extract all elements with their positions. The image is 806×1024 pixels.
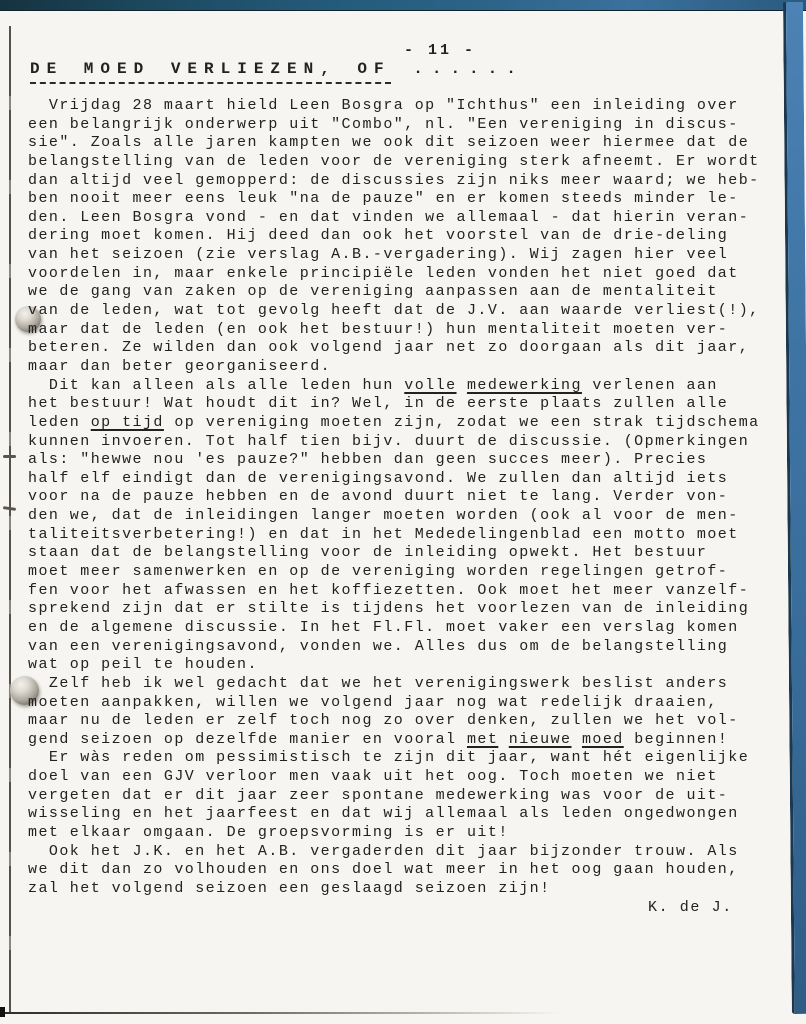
text-line: leden op tijd op vereniging moeten zijn, zodat we een strak tijdschema xyxy=(28,413,760,431)
text-line: we de gang van zaken op de vereniging aanpassen aan de mentaliteit xyxy=(28,283,718,301)
text-line: dan altijd veel gemopperd: de discussies zijn niks meer waard; we heb- xyxy=(28,171,760,189)
text-line: als: "hewwe nou 'es pauze?" hebben dan geen succes meer). Precies xyxy=(28,451,708,469)
text-line: Er wàs reden om pessimistisch te zijn dit jaar, want hét eigenlijke xyxy=(28,749,750,767)
signature: K. de J. xyxy=(648,899,733,916)
text-line: ben nooit meer eens leuk "na de pauze" en er komen steeds minder le- xyxy=(28,190,739,208)
text-line: voordelen in, maar enkele principiële leden vonden het niet goed dat xyxy=(28,264,739,282)
text-line: Vrijdag 28 maart hield Leen Bosgra op "Ichthus" een inleiding over xyxy=(28,97,739,114)
text-line: en de algemene discussie. In het Fl.Fl. moet vaker een verslag komen xyxy=(28,618,739,636)
text-line: maar dat de leden (en ook het bestuur!) hun mentaliteit moeten ver- xyxy=(28,320,729,338)
text-line: taliteitsverbetering!) en dat in het Mededelingenblad een motto moet xyxy=(28,525,739,543)
text-line: van de leden, wat tot gevolg heeft dat de J.V. aan waarde verliest(!), xyxy=(28,302,760,320)
text-line: vergeten dat er dit jaar zeer spontane medewerking was voor de uit- xyxy=(28,786,729,804)
page-bottom-edge xyxy=(0,1012,560,1014)
text-line: wat op peil te houden. xyxy=(28,656,258,674)
text-line: kunnen invoeren. Tot half tien bijv. duurt de discussie. (Opmerkingen xyxy=(28,432,750,450)
text-line: sprekend zijn dat er stilte is tijdens het voorlezen van de inleiding xyxy=(28,600,750,618)
text-line: het bestuur! Wat houdt dit in? Wel, in de eerste plaats zullen alle xyxy=(28,395,729,413)
text-line: dering moet komen. Hij deed dan ook het voorstel van de drie-deling xyxy=(28,227,729,245)
text-line: doel van een GJV verloor men vaak uit het oog. Toch moeten we niet xyxy=(28,768,718,786)
text-line: wisseling en het jaarfeest en dat wij allemaal als leden ongedwongen xyxy=(28,805,739,823)
text-line: we dit dan zo volhouden en ons doel wat meer in het oog gaan houden, xyxy=(28,861,739,879)
text-line: Zelf heb ik wel gedacht dat we het verenigingswerk beslist anders xyxy=(28,674,729,692)
text-line: belangstelling van de leden voor de vereniging sterk afneemt. Er wordt xyxy=(28,152,760,170)
text-line: den. Leen Bosgra vond - en dat vinden we allemaal - dat hierin veran- xyxy=(28,208,750,226)
text-line: zal het volgend seizoen een geslaagd seizoen zijn! xyxy=(28,879,551,897)
text-line: van een verenigingsavond, vonden we. Alles dus om de belangstelling xyxy=(28,637,729,655)
text-line: moeten aanpakken, willen we volgend jaar nog wat redelijk draaien, xyxy=(28,693,718,711)
page-edge-line xyxy=(9,26,11,1014)
text-line: den we, dat de inleidingen langer moeten worden (ook al voor de men- xyxy=(28,507,739,525)
text-line: Dit kan alleen als alle leden hun volle medewerking verlenen aan xyxy=(28,376,718,394)
page-number: - 11 - xyxy=(404,42,477,59)
body-text xyxy=(28,97,760,899)
text-line: maar dan beter georganiseerd. xyxy=(28,357,332,375)
page-title-dots: ...... xyxy=(390,60,525,78)
text-line: voor na de pauze hebben en de avond duurt niet te lang. Verder von- xyxy=(28,488,729,506)
spine-tick xyxy=(3,455,16,458)
text-line: met elkaar omgaan. De groepsvorming is er uit! xyxy=(28,823,509,841)
page-title-text: DE MOED VERLIEZEN, OF xyxy=(30,60,391,84)
text-line: van het seizoen (zie verslag A.B.-vergadering). Wij zagen hier veel xyxy=(28,246,729,264)
text-line: moet meer samenwerken en op de vereniging worden regelingen getrof- xyxy=(28,563,729,581)
binder-right-edge xyxy=(783,2,806,1014)
text-line: gend seizoen op dezelfde manier en vooral met nieuwe moed beginnen! xyxy=(28,730,729,748)
text-line: maar nu de leden er zelf toch nog zo over denken, zullen we het vol- xyxy=(28,712,739,730)
text-line: Ook het J.K. en het A.B. vergaderden dit jaar bijzonder trouw. Als xyxy=(28,842,739,860)
text-line: fen voor het afwassen en het koffiezetten. Ook moet het meer vanzelf- xyxy=(28,581,750,599)
text-line: een belangrijk onderwerp uit "Combo", nl. "Een vereniging in discus- xyxy=(28,115,739,133)
text-line: half elf eindigt dan de verenigingsavond. We zullen dan altijd iets xyxy=(28,469,729,487)
text-line: sie". Zoals alle jaren kampten we ook dit seizoen weer hiermee dat de xyxy=(28,134,750,152)
binder-top-edge xyxy=(0,0,806,11)
page-title xyxy=(30,60,525,78)
text-line: beteren. Ze wilden dan ook volgend jaar net zo doorgaan als dit jaar, xyxy=(28,339,750,357)
text-line: staan dat de belangstelling voor de inleiding opwekt. Het bestuur xyxy=(28,544,708,562)
page-corner-mark xyxy=(0,1007,5,1017)
